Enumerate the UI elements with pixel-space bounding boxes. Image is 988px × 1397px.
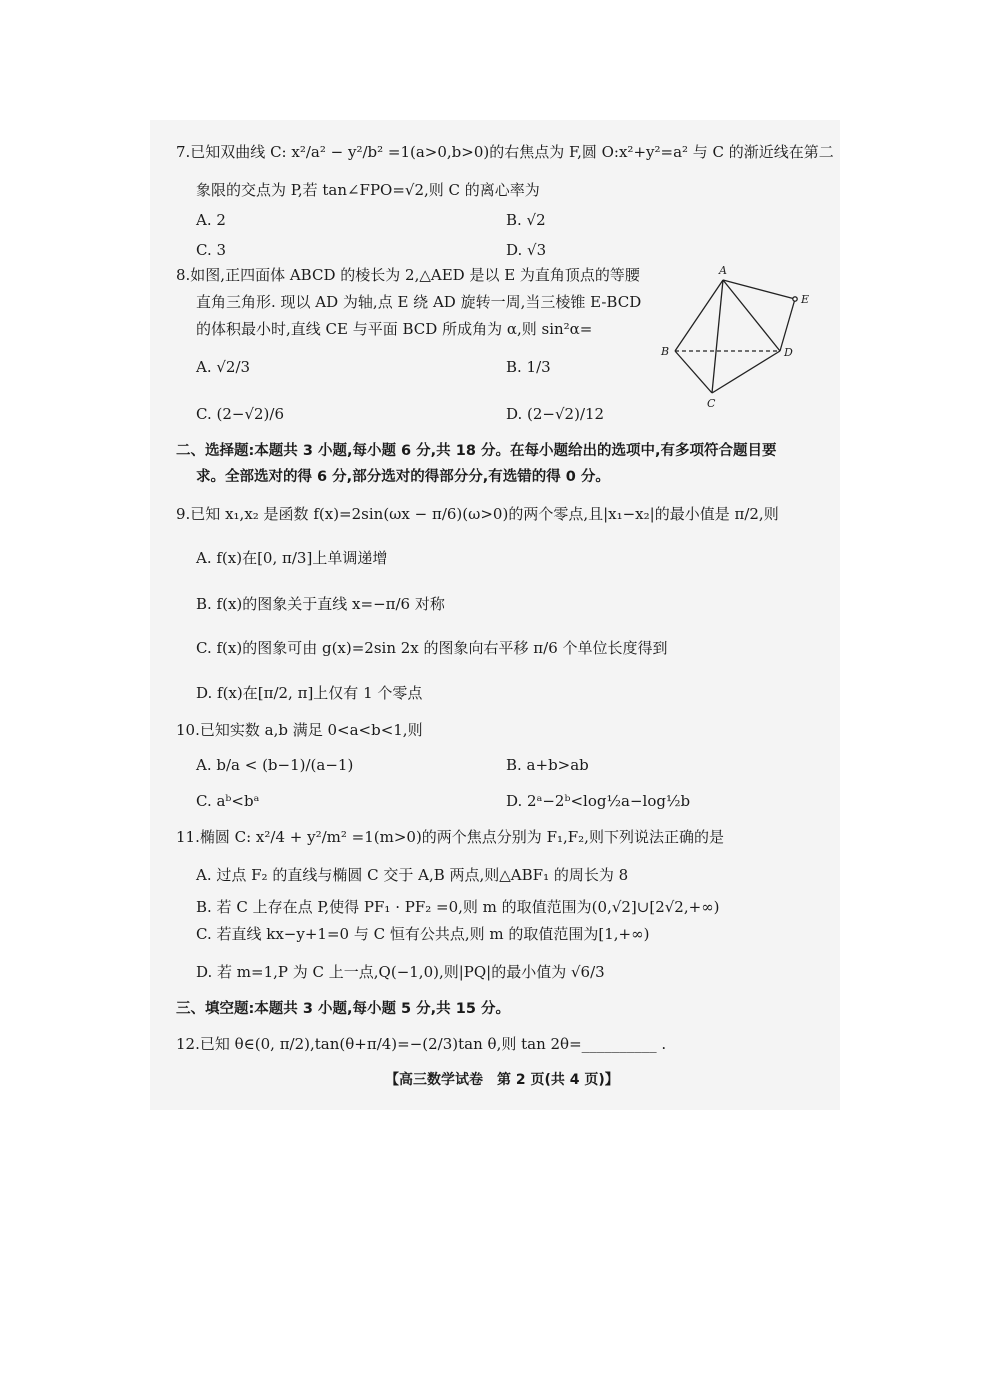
q8-option-a: A. √2/3 xyxy=(196,358,251,376)
q10-option-b: B. a+b>ab xyxy=(506,756,589,774)
q11-option-c: C. 若直线 kx−y+1=0 与 C 恒有公共点,则 m 的取值范围为[1,+∞) xyxy=(196,925,650,943)
tetrahedron-figure xyxy=(655,262,820,412)
q11-option-d: D. 若 m=1,P 为 C 上一点,Q(−1,0),则|PQ|的最小值为 √6/3 xyxy=(196,963,605,981)
q7-option-b: B. √2 xyxy=(506,211,546,229)
edge-bc xyxy=(675,351,712,393)
q8-stem-line2: 直角三角形. 现以 AD 为轴,点 E 绕 AD 旋转一周,当三棱锥 E-BCD xyxy=(196,293,642,311)
q10-option-d: D. 2ᵃ−2ᵇ<log½a−log½b xyxy=(506,792,691,810)
q7-option-c: C. 3 xyxy=(196,241,227,259)
label-b: B xyxy=(661,345,670,358)
q8-option-b: B. 1/3 xyxy=(506,358,551,376)
q12-stem: 12.已知 θ∈(0, π/2),tan(θ+π/4)=−(2/3)tan θ,则 tan 2θ=__________ . xyxy=(176,1035,667,1053)
edge-ad xyxy=(723,280,780,351)
label-a: A xyxy=(719,264,727,277)
q10-option-c: C. aᵇ<bᵃ xyxy=(196,792,260,810)
q9-option-b: B. f(x)的图象关于直线 x=−π/6 对称 xyxy=(196,595,445,613)
section2-heading-line2: 求。全部选对的得 6 分,部分选对的得部分分,有选错的得 0 分。 xyxy=(196,469,610,485)
label-c: C xyxy=(707,397,716,410)
edge-cd xyxy=(712,351,780,393)
q8-option-d: D. (2−√2)/12 xyxy=(506,405,605,423)
page-footer: 【高三数学试卷 第 2 页(共 4 页)】 xyxy=(385,1072,619,1088)
label-d: D xyxy=(784,346,793,359)
q10-stem: 10.已知实数 a,b 满足 0<a<b<1,则 xyxy=(176,721,423,739)
edge-ed xyxy=(780,299,795,351)
q9-option-d: D. f(x)在[π/2, π]上仅有 1 个零点 xyxy=(196,684,423,702)
edge-ab xyxy=(675,280,723,351)
q11-stem: 11.椭圆 C: x²/4 + y²/m² =1(m>0)的两个焦点分别为 F₁,F₂,则下列说法正确的是 xyxy=(176,828,724,846)
q8-stem-line1: 8.如图,正四面体 ABCD 的棱长为 2,△AED 是以 E 为直角顶点的等腰 xyxy=(176,266,640,284)
label-e: E xyxy=(801,293,810,306)
edge-ae xyxy=(723,280,795,299)
q7-option-d: D. √3 xyxy=(506,241,547,259)
q9-option-c: C. f(x)的图象可由 g(x)=2sin 2x 的图象向右平移 π/6 个单位长度得到 xyxy=(196,639,668,657)
q10-option-a: A. b/a < (b−1)/(a−1) xyxy=(196,756,354,774)
q9-option-a: A. f(x)在[0, π/3]上单调递增 xyxy=(196,549,388,567)
q8-option-c: C. (2−√2)/6 xyxy=(196,405,284,423)
q8-stem-line3: 的体积最小时,直线 CE 与平面 BCD 所成角为 α,则 sin²α= xyxy=(196,320,593,338)
q9-stem: 9.已知 x₁,x₂ 是函数 f(x)=2sin(ωx − π/6)(ω>0)的两个零点,且|x₁−x₂|的最小值是 π/2,则 xyxy=(176,505,779,523)
q7-stem-line2: 象限的交点为 P,若 tan∠FPO=√2,则 C 的离心率为 xyxy=(196,181,540,199)
section2-heading-line1: 二、选择题:本题共 3 小题,每小题 6 分,共 18 分。在每小题给出的选项中,有多项符合题目要 xyxy=(176,443,777,459)
section3-heading: 三、填空题:本题共 3 小题,每小题 5 分,共 15 分。 xyxy=(176,1001,510,1017)
point-e-marker xyxy=(793,297,797,301)
q11-option-a: A. 过点 F₂ 的直线与椭圆 C 交于 A,B 两点,则△ABF₁ 的周长为 8 xyxy=(196,866,629,884)
q7-option-a: A. 2 xyxy=(196,211,226,229)
q11-option-b: B. 若 C 上存在点 P,使得 PF₁ · PF₂ =0,则 m 的取值范围为(0,√2]∪[2√2,+∞) xyxy=(196,898,720,916)
q7-stem-line1: 7.已知双曲线 C: x²/a² − y²/b² =1(a>0,b>0)的右焦点为 F,圆 O:x²+y²=a² 与 C 的渐近线在第二 xyxy=(176,143,834,161)
edge-ac xyxy=(712,280,723,393)
